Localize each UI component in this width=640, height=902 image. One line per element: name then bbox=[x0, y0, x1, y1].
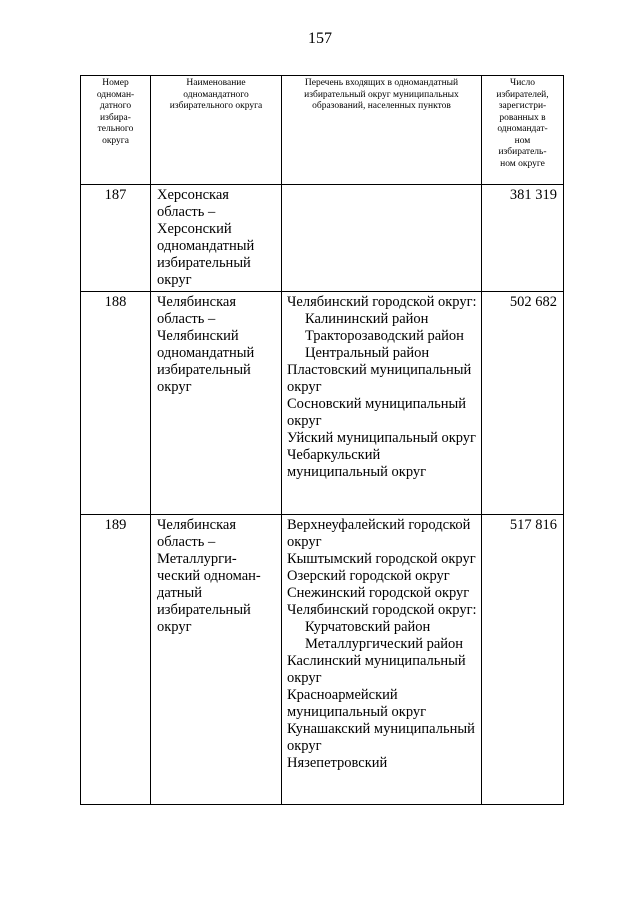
text-line: ном bbox=[514, 135, 531, 146]
list-item: Металлургический район bbox=[305, 636, 464, 652]
districts-table bbox=[80, 75, 564, 805]
list-item: Курчатовский район bbox=[305, 619, 431, 635]
text-line: Перечень входящих в одномандатный bbox=[304, 78, 459, 88]
list-item: Озерский городской округ bbox=[287, 568, 450, 584]
header-number bbox=[81, 76, 151, 185]
text-line: область – bbox=[157, 204, 216, 220]
text-line: избирательный bbox=[157, 255, 251, 271]
list-item: Кунашакский муниципальный округ bbox=[287, 721, 475, 754]
district-name bbox=[151, 292, 282, 515]
text-line: Херсонская bbox=[157, 187, 229, 203]
table-row bbox=[81, 515, 564, 805]
text-line: избирательный округ муниципальных bbox=[304, 89, 459, 100]
list-item: Снежинский городской округ bbox=[287, 585, 470, 601]
list-item: Калининский район bbox=[305, 311, 429, 327]
district-composition bbox=[282, 515, 482, 805]
header-name bbox=[151, 76, 282, 185]
district-composition bbox=[282, 292, 482, 515]
text-line: избирательный bbox=[157, 362, 251, 378]
district-name bbox=[151, 515, 282, 805]
text-line: датный bbox=[157, 585, 203, 601]
text-line: область – bbox=[157, 311, 216, 327]
list-item: Челябинский городской округ: bbox=[287, 294, 477, 310]
text-line: рованных в bbox=[499, 112, 546, 123]
header-list bbox=[282, 76, 482, 185]
voter-count: 381 319 bbox=[482, 185, 564, 292]
text-line: одномандат- bbox=[497, 124, 548, 134]
text-line: избира- bbox=[100, 112, 131, 123]
district-number: 187 bbox=[81, 185, 151, 292]
text-line: Челябинская bbox=[157, 517, 237, 533]
list-item: Красноармейский муниципальный округ bbox=[287, 687, 427, 720]
text-line: избирателей, bbox=[496, 89, 549, 100]
list-item: Нязепетровский bbox=[287, 755, 388, 771]
text-line: одномандатного bbox=[183, 89, 249, 100]
text-line: одномандатный bbox=[157, 345, 255, 361]
text-line: Херсонский bbox=[157, 221, 232, 237]
header-row bbox=[81, 76, 564, 185]
page-number: 157 bbox=[308, 30, 332, 47]
text-line: одноман- bbox=[96, 89, 135, 100]
voter-count: 517 816 bbox=[482, 515, 564, 805]
text-line: зарегистри- bbox=[498, 101, 547, 111]
list-item: Пластовский муниципальный округ bbox=[287, 362, 472, 395]
text-line: датного bbox=[99, 101, 132, 111]
list-item: Уйский муниципальный округ bbox=[287, 430, 477, 446]
list-item: Верхнеуфалейский городской округ bbox=[287, 517, 471, 550]
text-line: избирательного округа bbox=[169, 101, 263, 111]
text-line: избирательный bbox=[157, 602, 251, 618]
list-item: Сосновский муниципальный округ bbox=[287, 396, 467, 429]
text-line: округ bbox=[157, 379, 192, 395]
list-item: Каслинский муниципальный округ bbox=[287, 653, 466, 686]
district-number: 188 bbox=[81, 292, 151, 515]
header-voters bbox=[482, 76, 564, 185]
text-line: тельного bbox=[97, 124, 134, 134]
text-line: Челябинская bbox=[157, 294, 237, 310]
text-line: ном округе bbox=[500, 158, 545, 169]
text-line: ческий одноман- bbox=[157, 568, 261, 584]
table-row bbox=[81, 185, 564, 292]
text-line: область – bbox=[157, 534, 216, 550]
list-item: Кыштымский городской округ bbox=[287, 551, 476, 567]
text-line: округ bbox=[157, 619, 192, 635]
text-line: Челябинский bbox=[157, 328, 239, 344]
table-row bbox=[81, 292, 564, 515]
district-number: 189 bbox=[81, 515, 151, 805]
district-composition bbox=[282, 185, 482, 292]
list-item: Чебаркульский муниципальный округ bbox=[287, 447, 427, 480]
text-line: избиратель- bbox=[498, 147, 547, 157]
text-line: Номер bbox=[102, 78, 129, 88]
text-line: Наименование bbox=[186, 78, 246, 88]
text-line: округ bbox=[157, 272, 192, 288]
text-line: Металлурги- bbox=[157, 551, 237, 567]
list-item: Челябинский городской округ: bbox=[287, 602, 477, 618]
text-line: Число bbox=[510, 78, 535, 88]
voter-count: 502 682 bbox=[482, 292, 564, 515]
text-line: округа bbox=[102, 135, 129, 146]
text-line: одномандатный bbox=[157, 238, 255, 254]
list-item: Центральный район bbox=[305, 345, 430, 361]
district-name bbox=[151, 185, 282, 292]
list-item: Тракторозаводский район bbox=[305, 328, 464, 344]
text-line: образований, населенных пунктов bbox=[312, 101, 451, 111]
